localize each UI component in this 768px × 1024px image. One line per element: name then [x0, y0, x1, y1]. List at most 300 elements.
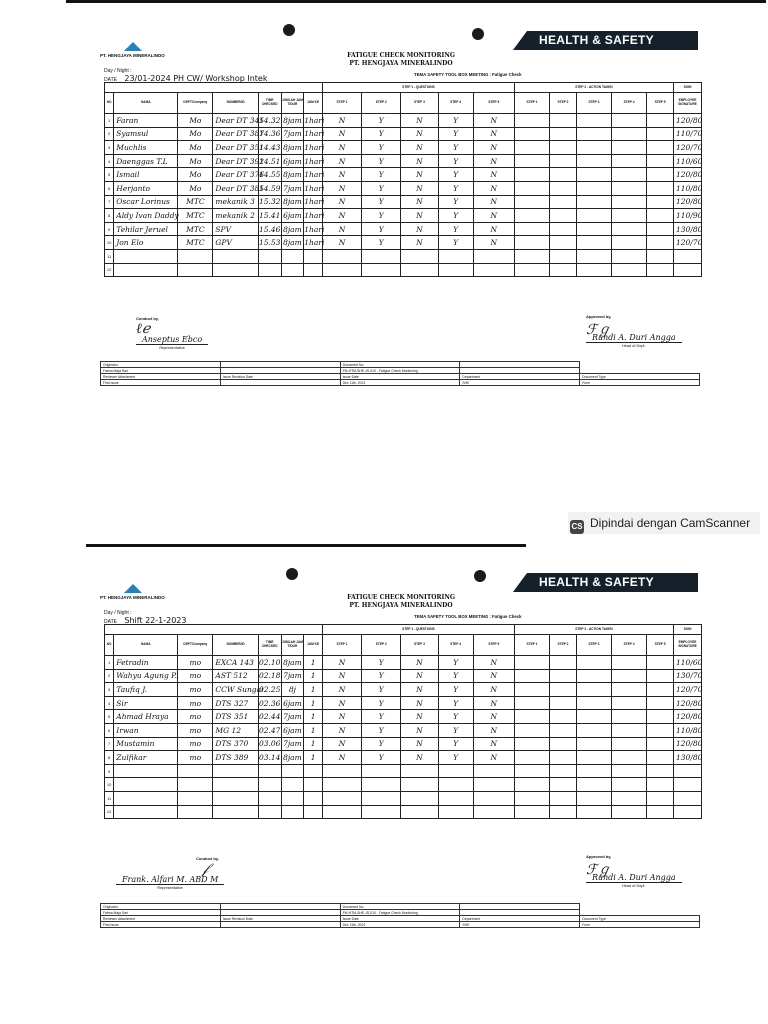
cell-name: Fetradin [114, 656, 178, 670]
conduct-label: Conduct by, [196, 856, 219, 861]
cell-empty [612, 236, 647, 250]
cell-sleep [281, 805, 304, 819]
meta-cell: Originator [101, 904, 221, 910]
cell-empty [576, 141, 611, 155]
cell-s4 [438, 263, 473, 277]
column-header: NO [105, 635, 114, 656]
cell-s1 [322, 764, 361, 778]
meta-cell: Document No. [340, 362, 460, 368]
cell-empty [612, 154, 647, 168]
cell-s3: N [401, 737, 438, 751]
column-header: STEP 2 [550, 93, 577, 114]
cell-s3: N [401, 723, 438, 737]
cell-empty [550, 236, 577, 250]
table-row [105, 141, 702, 155]
column-header: NO [105, 93, 114, 114]
cell-sig: 130/70 [674, 669, 702, 683]
cell-name: Herjanto [114, 181, 178, 195]
column-header: NUMBER/ID [213, 93, 258, 114]
cell-sleep: 6jam [281, 723, 304, 737]
cell-sleep: 7jam [281, 181, 304, 195]
column-header: STEP 3 [576, 93, 611, 114]
cell-empty [612, 696, 647, 710]
date-value: Shift 22-1-2023 [124, 616, 187, 625]
cell-empty [647, 737, 674, 751]
cell-name: Wahyu Agung P. [114, 669, 178, 683]
form-subtitle: TEMA SAFETY TOOL BOX MEETING : Fatigue Check [414, 614, 522, 619]
meta-cell: Department [460, 374, 580, 380]
cell-time: 03.14 [258, 751, 281, 765]
cell-s5 [473, 764, 514, 778]
cell-empty [550, 195, 577, 209]
cell-no: 7 [105, 195, 114, 209]
cell-sleep: 7jam [281, 710, 304, 724]
cell-s4 [438, 764, 473, 778]
table-row [105, 723, 702, 737]
cell-empty [612, 263, 647, 277]
column-header: STEP 4 [438, 93, 473, 114]
cell-empty [576, 181, 611, 195]
cell-empty [550, 778, 577, 792]
cell-s2: Y [362, 723, 401, 737]
cell-empty [514, 683, 549, 697]
conduct-role: Representative [159, 346, 185, 350]
meta-cell: Issue Date [340, 916, 460, 922]
cell-empty [612, 195, 647, 209]
cell-empty [576, 683, 611, 697]
column-header: STEP 3 [576, 635, 611, 656]
logo-text: PT. HENGJAYA MINERALINDO [100, 595, 165, 600]
cell-s5: N [473, 181, 514, 195]
cell-empty [612, 683, 647, 697]
cell-s5 [473, 263, 514, 277]
cell-id: Dear DT 351 [213, 141, 258, 155]
group-header-row [105, 83, 702, 93]
meta-cell: Form [580, 922, 700, 928]
cell-empty [514, 669, 549, 683]
cell-sleep: 7jam [281, 737, 304, 751]
cell-time [258, 791, 281, 805]
group-header-action: STEP 2 - ACTION TAKEN [514, 83, 673, 93]
group-header-sign: SIGN [674, 83, 702, 93]
cell-s1: N [322, 127, 361, 141]
cell-empty [514, 791, 549, 805]
cell-s1: N [322, 114, 361, 128]
cell-empty [550, 751, 577, 765]
cell-empty [612, 778, 647, 792]
cell-empty [612, 805, 647, 819]
cell-empty [647, 764, 674, 778]
cell-time: 14.32 [258, 114, 281, 128]
cell-s1: N [322, 669, 361, 683]
cell-empty [647, 710, 674, 724]
cell-empty [514, 696, 549, 710]
cell-s1 [322, 791, 361, 805]
date-label: DATE [104, 619, 117, 625]
cell-id: mekanik 2 [213, 209, 258, 223]
cell-s3 [401, 263, 438, 277]
cell-empty [647, 791, 674, 805]
meta-cell: SHE [460, 922, 580, 928]
document-meta-table [100, 903, 700, 928]
cell-time [258, 778, 281, 792]
cell-s5: N [473, 168, 514, 182]
cell-sig: 110/70 [674, 127, 702, 141]
cell-sleep: 8jam [281, 168, 304, 182]
cell-hour: 1hari [304, 154, 323, 168]
cell-s1: N [322, 141, 361, 155]
cell-s3: N [401, 656, 438, 670]
meta-cell [220, 380, 340, 386]
scan-edge [66, 0, 766, 3]
cell-name [114, 764, 178, 778]
cell-s5: N [473, 696, 514, 710]
cell-empty [576, 222, 611, 236]
cell-sig: 110/80 [674, 181, 702, 195]
conduct-name: Anseptus Ebco [136, 335, 208, 345]
meta-cell: Originator [101, 362, 221, 368]
cell-s2 [362, 764, 401, 778]
meta-cell: First Issue [101, 922, 221, 928]
column-header: STEP 5 [647, 93, 674, 114]
cell-id: CCW Sungai [213, 683, 258, 697]
column-header: EMPLOYEE SIGNATURE [674, 93, 702, 114]
cell-s1 [322, 805, 361, 819]
cell-empty [550, 737, 577, 751]
cell-s2: Y [362, 696, 401, 710]
column-header: STEP 5 [647, 635, 674, 656]
column-header: STEP 1 [514, 635, 549, 656]
cell-empty [612, 181, 647, 195]
cell-empty [514, 263, 549, 277]
date-label: DATE [104, 77, 117, 83]
approved-name: Randi A. Duri Angga [586, 333, 682, 343]
cell-name [114, 791, 178, 805]
cell-empty [514, 222, 549, 236]
cell-dept [178, 263, 213, 277]
cell-sig: 110/60 [674, 154, 702, 168]
cell-s2: Y [362, 669, 401, 683]
fatigue-sheet-1 [96, 18, 706, 388]
cell-s5: N [473, 141, 514, 155]
table-row [105, 114, 702, 128]
cell-sig: 120/70 [674, 236, 702, 250]
cell-empty [647, 805, 674, 819]
cell-empty [612, 764, 647, 778]
cell-sleep [281, 791, 304, 805]
table-row [105, 222, 702, 236]
cell-sleep: 8jam [281, 656, 304, 670]
column-header: STEP 2 [362, 93, 401, 114]
cell-s1: N [322, 195, 361, 209]
column-header: STEP 1 [322, 93, 361, 114]
cell-empty [550, 669, 577, 683]
meta-cell: SHE [460, 380, 580, 386]
cell-s5: N [473, 751, 514, 765]
cell-sig [674, 764, 702, 778]
cell-s5: N [473, 669, 514, 683]
cell-s2: Y [362, 154, 401, 168]
cell-hour: 1 [304, 751, 323, 765]
cell-empty [514, 114, 549, 128]
cell-empty [612, 656, 647, 670]
cell-sig: 120/80 [674, 696, 702, 710]
cell-name: Ismail [114, 168, 178, 182]
cell-time: 02.44 [258, 710, 281, 724]
cell-hour [304, 778, 323, 792]
cell-s3 [401, 778, 438, 792]
cell-hour [304, 263, 323, 277]
cell-s5: N [473, 236, 514, 250]
cell-s5: N [473, 710, 514, 724]
cell-s1: N [322, 683, 361, 697]
cell-empty [576, 127, 611, 141]
cell-empty [612, 114, 647, 128]
day-date-line [104, 68, 267, 83]
cell-no: 5 [105, 710, 114, 724]
cell-name: Mustamin [114, 737, 178, 751]
logo-text: PT. HENGJAYA MINERALINDO [100, 53, 165, 58]
meta-cell: Dec 11th, 2021 [340, 380, 460, 386]
cell-s3: N [401, 696, 438, 710]
cell-s5: N [473, 209, 514, 223]
cell-time: 14.55 [258, 168, 281, 182]
cell-s2: Y [362, 737, 401, 751]
cell-time: 15.32 [258, 195, 281, 209]
cell-s3: N [401, 168, 438, 182]
table-row [105, 751, 702, 765]
cell-empty [647, 669, 674, 683]
cell-sleep: 8jam [281, 114, 304, 128]
cell-sig: 120/80 [674, 114, 702, 128]
cell-no: 6 [105, 723, 114, 737]
form-title [96, 52, 706, 68]
cell-sig: 120/80 [674, 195, 702, 209]
cell-empty [514, 737, 549, 751]
cell-hour: 1hari [304, 181, 323, 195]
cell-empty [612, 222, 647, 236]
cell-time: 02.47 [258, 723, 281, 737]
cell-s1: N [322, 656, 361, 670]
cell-s3: N [401, 141, 438, 155]
cell-s1: N [322, 710, 361, 724]
cell-no: 2 [105, 669, 114, 683]
cell-s4: Y [438, 127, 473, 141]
cell-s4: Y [438, 737, 473, 751]
logo-mark-icon [124, 584, 142, 593]
column-header: STEP 4 [438, 635, 473, 656]
cell-sleep: 7jam [281, 669, 304, 683]
table-row [105, 181, 702, 195]
cell-id: Dear DT 376 [213, 168, 258, 182]
cell-empty [550, 723, 577, 737]
cell-dept [178, 805, 213, 819]
column-header: NUMBER/ID [213, 635, 258, 656]
cell-empty [576, 791, 611, 805]
cell-empty [576, 209, 611, 223]
cell-s5: N [473, 723, 514, 737]
cell-sleep: 8jam [281, 236, 304, 250]
meta-cell: Document Type [580, 374, 700, 380]
cell-empty [550, 222, 577, 236]
meta-cell: Document Type [580, 916, 700, 922]
cell-empty [550, 141, 577, 155]
cell-empty [576, 249, 611, 263]
cell-empty [514, 127, 549, 141]
cell-empty [514, 181, 549, 195]
cell-empty [514, 168, 549, 182]
cell-no: 10 [105, 236, 114, 250]
meta-cell: Fatma Maja Sari [101, 368, 221, 374]
cell-dept: mo [178, 737, 213, 751]
meta-cell: Dec 11th, 2021 [340, 922, 460, 928]
cell-sleep [281, 263, 304, 277]
cell-id: SPV [213, 222, 258, 236]
cell-empty [550, 791, 577, 805]
table-row [105, 764, 702, 778]
cell-s4: Y [438, 154, 473, 168]
cell-s3 [401, 764, 438, 778]
cell-name: Aldy Ivan Daddy [114, 209, 178, 223]
cell-empty [647, 723, 674, 737]
cell-s1 [322, 263, 361, 277]
cell-hour [304, 805, 323, 819]
cell-empty [550, 249, 577, 263]
cell-empty [550, 683, 577, 697]
title-line-1: FATIGUE CHECK MONITORING [347, 52, 455, 59]
cell-hour: 1 [304, 683, 323, 697]
column-header: TIME CHECKED [258, 93, 281, 114]
table-row [105, 209, 702, 223]
cell-id: DTS 370 [213, 737, 258, 751]
cell-hour [304, 764, 323, 778]
cell-empty [647, 222, 674, 236]
cell-s5: N [473, 683, 514, 697]
cell-hour [304, 791, 323, 805]
cell-empty [514, 751, 549, 765]
cell-s4: Y [438, 114, 473, 128]
conduct-role: Representative [157, 886, 183, 890]
cell-dept: mo [178, 669, 213, 683]
cell-id: AST 512 [213, 669, 258, 683]
meta-cell: Reviewer Attachment [101, 916, 221, 922]
cell-s1: N [322, 751, 361, 765]
punch-hole [472, 28, 484, 40]
cell-s1: N [322, 236, 361, 250]
cell-empty [514, 209, 549, 223]
cell-hour: 1 [304, 669, 323, 683]
cell-dept: MTC [178, 209, 213, 223]
cell-time [258, 764, 281, 778]
cell-empty [576, 168, 611, 182]
cell-s2: Y [362, 141, 401, 155]
column-header: STEP 4 [612, 93, 647, 114]
column-header: STEP 2 [362, 635, 401, 656]
column-header: STEP 4 [612, 635, 647, 656]
column-header: STEP 3 [401, 635, 438, 656]
table-row [105, 127, 702, 141]
cell-empty [576, 236, 611, 250]
cell-empty [647, 263, 674, 277]
cell-sig [674, 249, 702, 263]
cell-s1: N [322, 209, 361, 223]
title-line-1: FATIGUE CHECK MONITORING [347, 594, 455, 601]
cell-empty [576, 669, 611, 683]
approved-label: Approved by, [586, 314, 612, 319]
cell-sig: 120/80 [674, 168, 702, 182]
cell-dept: MTC [178, 195, 213, 209]
conduct-signature-scrawl: ℓℯ [136, 321, 151, 337]
cell-dept [178, 764, 213, 778]
approved-signature-block [586, 854, 682, 888]
column-header: JAM KE [304, 635, 323, 656]
cell-s3: N [401, 127, 438, 141]
cell-s3 [401, 805, 438, 819]
cell-s2 [362, 805, 401, 819]
cell-dept: mo [178, 710, 213, 724]
cell-s4: Y [438, 723, 473, 737]
cell-dept: mo [178, 723, 213, 737]
form-subtitle: TEMA SAFETY TOOL BOX MEETING : Fatigue Check [414, 72, 522, 77]
cell-empty [550, 764, 577, 778]
cell-dept: Mo [178, 181, 213, 195]
column-header: NAMA [114, 93, 178, 114]
cell-empty [514, 805, 549, 819]
cell-empty [550, 209, 577, 223]
cell-empty [550, 805, 577, 819]
table-row [105, 249, 702, 263]
cell-sleep: 6jam [281, 209, 304, 223]
cell-hour: 1hari [304, 114, 323, 128]
cell-name: Sir [114, 696, 178, 710]
meta-cell: First Issue [101, 380, 221, 386]
cell-dept [178, 249, 213, 263]
cell-time: 15.41 [258, 209, 281, 223]
cell-no: 8 [105, 209, 114, 223]
cell-dept: mo [178, 683, 213, 697]
cell-s2 [362, 778, 401, 792]
cell-hour: 1 [304, 710, 323, 724]
cell-s4: Y [438, 710, 473, 724]
cell-s4: Y [438, 751, 473, 765]
column-header: STEP 1 [322, 635, 361, 656]
cell-sleep [281, 764, 304, 778]
cell-s3: N [401, 236, 438, 250]
cell-s4: Y [438, 696, 473, 710]
cell-id [213, 764, 258, 778]
cell-empty [550, 154, 577, 168]
cell-no: 3 [105, 141, 114, 155]
meta-cell: Document No. [340, 904, 460, 910]
meta-cell [220, 922, 340, 928]
cell-s5 [473, 805, 514, 819]
table-row [105, 656, 702, 670]
cell-time: 14.51 [258, 154, 281, 168]
cell-empty [550, 710, 577, 724]
approved-role: Head of Dept. [622, 344, 646, 348]
cell-s1: N [322, 696, 361, 710]
cell-s1 [322, 778, 361, 792]
cell-s3: N [401, 751, 438, 765]
cell-empty [576, 114, 611, 128]
cell-sleep: 8j [281, 683, 304, 697]
group-header-questions: STEP 1 - QUESTIONS [322, 625, 514, 635]
cell-empty [514, 249, 549, 263]
cell-sleep: 8jam [281, 751, 304, 765]
cell-hour: 1hari [304, 195, 323, 209]
cell-s4: Y [438, 656, 473, 670]
meta-cell: Form [580, 380, 700, 386]
